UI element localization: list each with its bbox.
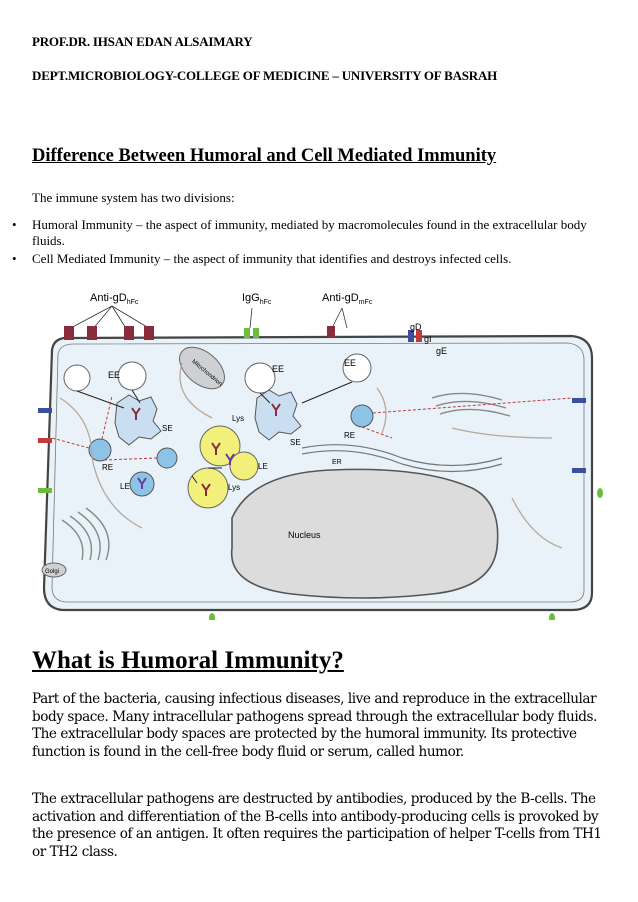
label-se-1: SE (162, 424, 173, 433)
department-header: DEPT.MICROBIOLOGY-COLLEGE OF MEDICINE – UNIVERSITY OF BASRAH (32, 68, 498, 83)
label-se-2: SE (290, 438, 301, 447)
list-item: • Humoral Immunity – the aspect of immunity, mediated by macromolecules found in the extracellular body fluids. (12, 217, 587, 248)
intro-text: The immune system has two divisions: (32, 190, 235, 205)
label-golgi: Golgi (45, 569, 60, 575)
label-arrows (67, 306, 347, 330)
list-item: • Cell Mediated Immunity – the aspect of immunity that identifies and destroys infected cells. (12, 251, 512, 266)
paragraph-humoral-2: The extracellular pathogens are destructed by antibodies, produced by the B-cells. The activation and differentiation of the B-cells into antibody-producing cells is provoked by the presence of an antigen. It often requires the participation of helper T-cells from TH1 or TH2 class. (32, 791, 602, 860)
label-le-1: LE (120, 482, 130, 491)
label-ee-1: EE (108, 370, 121, 380)
label-re-1: RE (102, 463, 114, 472)
paragraph-humoral-1: Part of the bacteria, causing infectious diseases, live and reproduce in the extracellular body space. Many intracellular pathogens spread through the extracellular body fluids. The extracellular body spaces are protected by the humoral immunity. Its protective function is found in the cell-free body fluid or serum, called humor. (32, 691, 597, 760)
label-lys-1: Lys (232, 414, 245, 423)
label-anti-gd-mfc: Anti-$gD_{mFc}$ (322, 292, 373, 306)
label-mitochondrion: Mitochondrion (190, 358, 223, 388)
bullet-list (0, 217, 610, 269)
section-title-humoral: What is Humoral Immunity? (32, 647, 344, 674)
section-title-difference: Difference Between Humoral and Cell Mediated Immunity (32, 146, 497, 166)
label-re-2: RE (344, 431, 356, 440)
label-anti-gd-hfc: Anti-$gD_{hFc}$ (90, 292, 139, 306)
label-le-2: LE (258, 462, 268, 471)
label-er: ER (332, 459, 342, 466)
label-ee-2: EE (272, 364, 285, 374)
label-nucleus: Nucleus (288, 530, 321, 540)
bullet-icon: • (12, 251, 17, 266)
nucleus (232, 469, 498, 598)
author-header: PROF.DR. IHSAN EDAN ALSAIMARY (32, 34, 253, 49)
label-ee-3: EE (344, 358, 357, 368)
label-gd: gD (410, 322, 422, 332)
bullet-icon: • (12, 217, 17, 232)
label-gi: gI (424, 334, 432, 344)
label-lys-2: Lys (228, 483, 241, 492)
label-igg-hfc: IgG$_{hFc}$ (242, 292, 272, 306)
cell-diagram-figure (32, 288, 610, 620)
label-ge: gE (436, 346, 448, 356)
